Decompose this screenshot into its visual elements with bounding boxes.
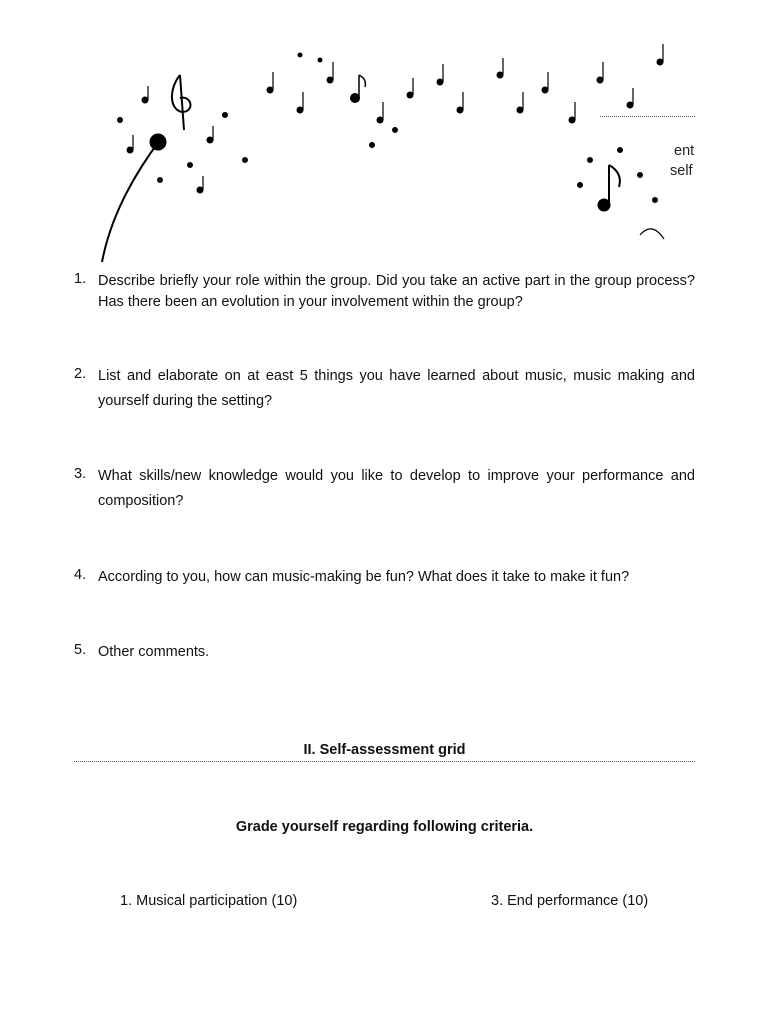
question-text: According to you, how can music-making be fun? What does it take to make it fun? — [98, 569, 630, 585]
question-number: 3. — [74, 466, 87, 482]
criterion-musical-participation: 1. Musical participation (10) — [120, 893, 298, 909]
header-divider — [600, 116, 695, 117]
question-text: List and elaborate on at east 5 things you have learned about music, music making and yourself during the setting? — [98, 368, 695, 409]
section-divider — [74, 761, 695, 762]
header-fragment-2: self — [670, 163, 693, 179]
question-number: 2. — [74, 366, 87, 382]
question-text: Describe briefly your role within the group. Did you take an active part in the group process? Has there been an evolution in your involvement within the group? — [98, 273, 695, 310]
question-number: 1. — [74, 271, 87, 287]
question-number: 5. — [74, 642, 87, 658]
criterion-end-performance: 3. End performance (10) — [491, 893, 649, 909]
header-fragment-1: ent — [674, 143, 695, 159]
criteria-heading: Grade yourself regarding following criteria. — [235, 819, 534, 835]
music-notes-illustration — [0, 0, 768, 270]
question-text: What skills/new knowledge would you like to develop to improve your performance and composition? — [98, 468, 695, 509]
question-text: Other comments. — [98, 644, 210, 660]
section-title: II. Self-assessment grid — [303, 742, 466, 758]
question-number: 4. — [74, 567, 87, 583]
